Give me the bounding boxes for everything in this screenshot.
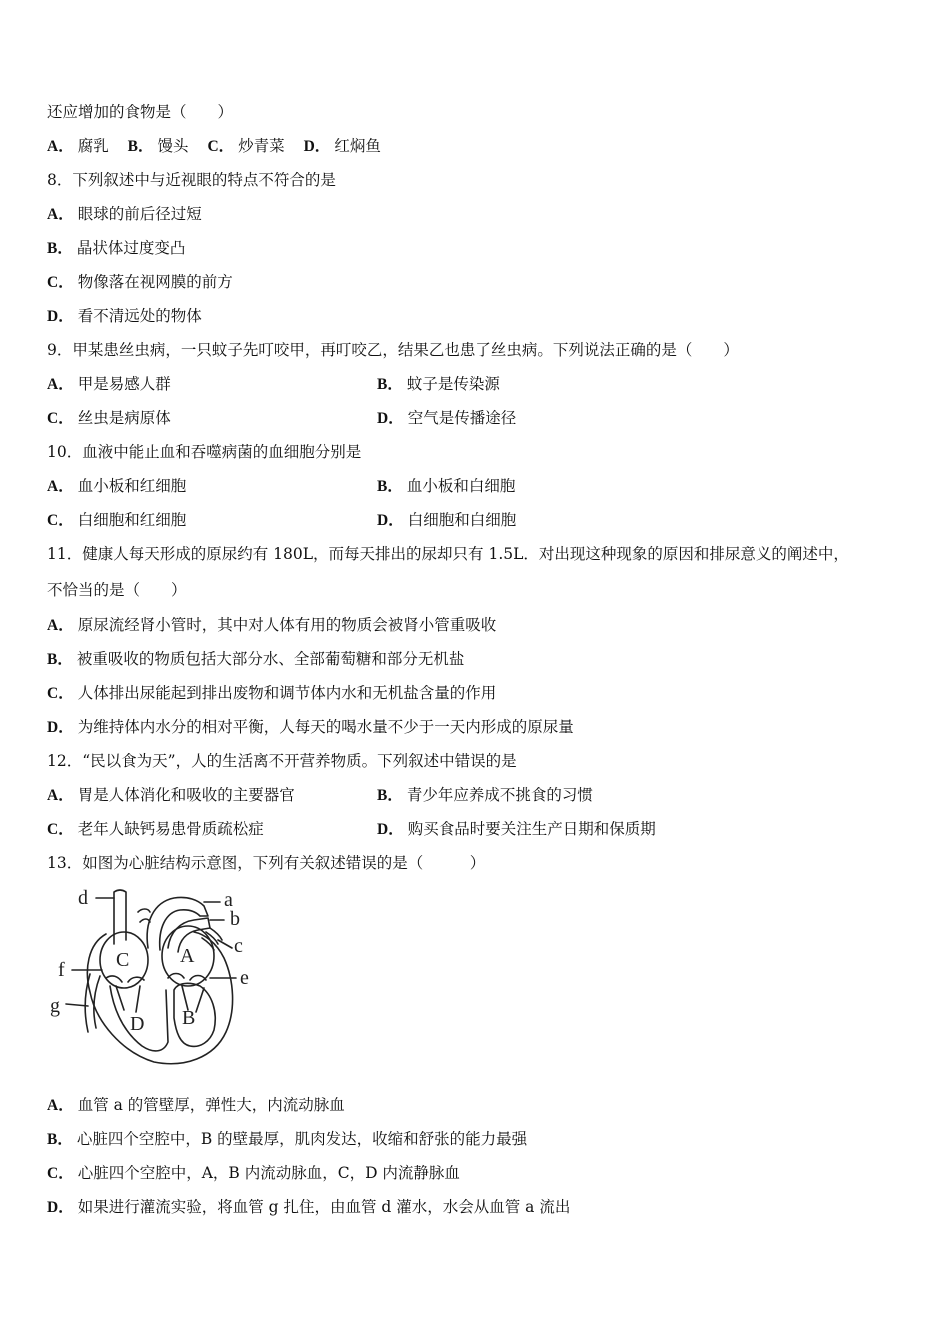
q7-option-c[interactable]: C． 炒青菜: [207, 137, 285, 155]
label-e: e: [240, 967, 249, 989]
q7-stem-tail: 还应增加的食物是（ ）: [47, 103, 234, 121]
q11-stem-line1: 11．健康人每天形成的原尿约有 180L，而每天排出的尿却只有 1.5L．对出现这种现象的原因和排尿意义的阐述中，: [47, 545, 849, 563]
q10-stem: 10．血液中能止血和吞噬病菌的血细胞分别是: [47, 443, 362, 461]
q7-option-d[interactable]: D． 红焖鱼: [303, 137, 381, 155]
q9-option-a[interactable]: A． 甲是易感人群: [47, 375, 171, 393]
label-c: c: [234, 935, 243, 957]
vessel-a: [147, 897, 208, 950]
label-chamber-c: C: [116, 949, 130, 971]
label-d: d: [78, 887, 88, 909]
q11-stem-line2: 不恰当的是（ ）: [47, 581, 187, 599]
q9-option-b[interactable]: B． 蚊子是传染源: [377, 375, 500, 393]
q10-option-a[interactable]: A． 血小板和红细胞: [47, 477, 187, 495]
q7-option-b[interactable]: B． 馒头: [127, 137, 189, 155]
q12-stem: 12．“民以食为天”，人的生活离不开营养物质。下列叙述中错误的是: [47, 752, 517, 770]
label-f: f: [58, 959, 65, 981]
q8-option-d[interactable]: D． 看不清远处的物体: [47, 307, 202, 325]
label-chamber-b: B: [182, 1007, 196, 1029]
q8-option-c[interactable]: C． 物像落在视网膜的前方: [47, 273, 233, 291]
q12-option-a[interactable]: A． 胃是人体消化和吸收的主要器官: [47, 786, 295, 804]
q13-stem: 13．如图为心脏结构示意图，下列有关叙述错误的是（ ）: [47, 854, 486, 872]
label-chamber-d: D: [130, 1013, 145, 1035]
q11-option-c[interactable]: C． 人体排出尿能起到排出废物和调节体内水和无机盐含量的作用: [47, 684, 497, 702]
q8-option-b[interactable]: B． 晶状体过度变凸: [47, 239, 186, 257]
q10-option-b[interactable]: B． 血小板和白细胞: [377, 477, 516, 495]
valves: [106, 974, 206, 983]
q12-option-d[interactable]: D． 购买食品时要关注生产日期和保质期: [377, 820, 656, 838]
q11-option-d[interactable]: D． 为维持体内水分的相对平衡，人每天的喝水量不少于一天内形成的原尿量: [47, 718, 574, 736]
label-chamber-a: A: [180, 945, 195, 967]
label-a: a: [224, 889, 233, 911]
q12-option-c[interactable]: C． 老年人缺钙易患骨质疏松症: [47, 820, 264, 838]
q10-option-c[interactable]: C． 白细胞和红细胞: [47, 511, 187, 529]
q11-option-b[interactable]: B． 被重吸收的物质包括大部分水、全部葡萄糖和部分无机盐: [47, 650, 465, 668]
q10-option-d[interactable]: D． 白细胞和白细胞: [377, 511, 517, 529]
q8-option-a[interactable]: A． 眼球的前后径过短: [47, 205, 202, 223]
q13-option-b[interactable]: B． 心脏四个空腔中，B 的壁最厚，肌肉发达，收缩和舒张的能力最强: [47, 1130, 528, 1148]
label-g: g: [50, 995, 60, 1017]
q8-stem: 8．下列叙述中与近视眼的特点不符合的是: [47, 171, 336, 189]
q9-option-c[interactable]: C． 丝虫是病原体: [47, 409, 171, 427]
q7-option-a[interactable]: A． 腐乳: [47, 137, 109, 155]
vessel-d: [114, 890, 126, 944]
leader-c: [218, 940, 232, 948]
q13-option-d[interactable]: D． 如果进行灌流实验，将血管 g 扎住，由血管 d 灌水，水会从血管 a 流出: [47, 1198, 571, 1216]
q12-option-b[interactable]: B． 青少年应养成不挑食的习惯: [377, 786, 593, 804]
q13-option-c[interactable]: C． 心脏四个空腔中，A，B 内流动脉血，C，D 内流静脉血: [47, 1164, 460, 1182]
q7-options-row: [47, 136, 395, 157]
heart-diagram: [44, 882, 259, 1072]
q11-option-a[interactable]: A． 原尿流经肾小管时，其中对人体有用的物质会被肾小管重吸收: [47, 616, 497, 634]
q9-option-d[interactable]: D． 空气是传播途径: [377, 409, 517, 427]
label-b: b: [230, 908, 240, 930]
q9-stem: 9．甲某患丝虫病，一只蚊子先叮咬甲，再叮咬乙，结果乙也患了丝虫病。下列说法正确的是（ ）: [47, 341, 739, 359]
q13-option-a[interactable]: A． 血管 a 的管壁厚，弹性大，内流动脉血: [47, 1096, 345, 1114]
